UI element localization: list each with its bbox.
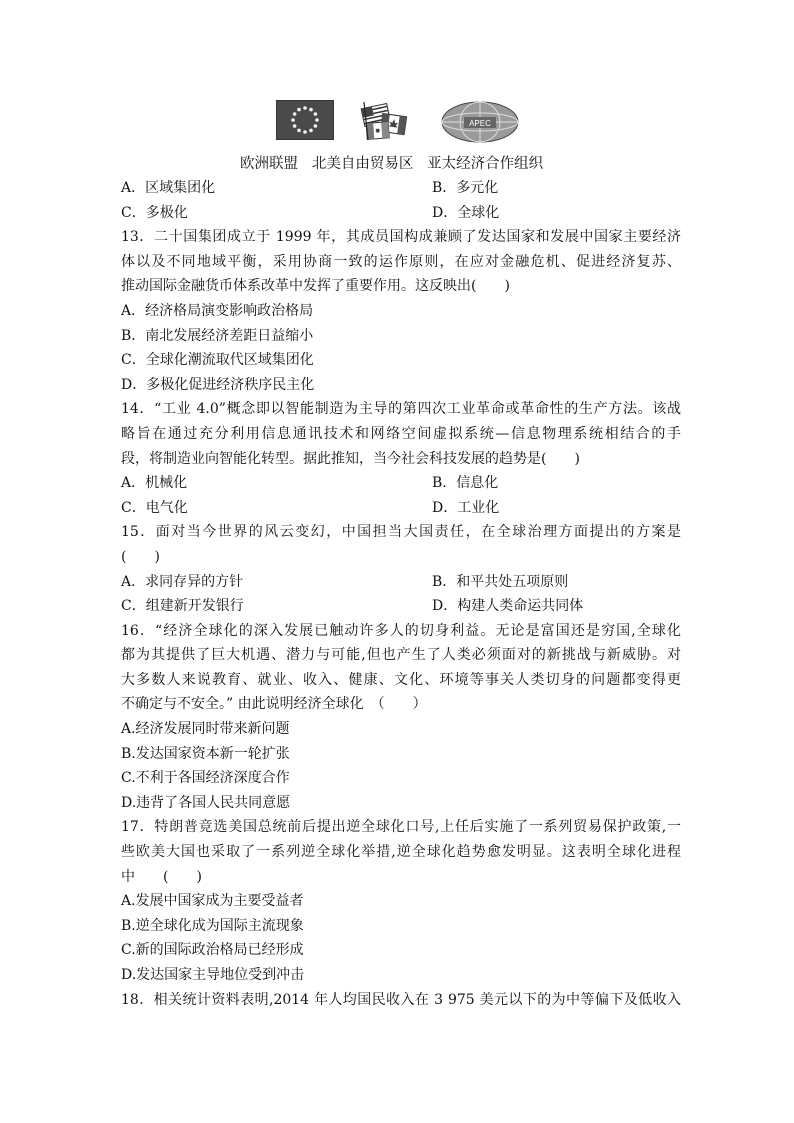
q17-option-d: D.发达国家主导地位受到冲击: [121, 967, 305, 983]
eu-star-icon: [293, 124, 297, 128]
q12-option-c: C．多极化: [121, 204, 188, 221]
q16-option-b: B.发达国家资本新一轮扩张: [121, 745, 290, 762]
q14-option-c: C．电气化: [121, 499, 188, 516]
q15-option-b: B．和平共处五项原则: [432, 573, 569, 590]
eu-star-icon: [297, 129, 301, 133]
q12-option-a: A．区域集团化: [121, 180, 216, 196]
q16-stem-line-1: 16．“经济全球化的深入发展已触动许多人的切身利益。无论是富国还是穷国,全球化: [121, 622, 681, 639]
q16-stem-line-3: 大多数人来说教育、就业、收入、健康、文化、环境等事关人类切身的问题都变得更: [121, 671, 681, 688]
q17-option-b: B.逆全球化成为国际主流现象: [121, 917, 304, 934]
q17-option-c: C.新的国际政治格局已经形成: [121, 942, 304, 959]
eu-star-icon: [314, 124, 318, 128]
q17-stem-line-2: 些欧美大国也采取了一系列逆全球化举措,逆全球化趋势愈发明显。这表明全球化进程: [121, 844, 681, 861]
q14-stem-line-1: 14．“工业 4.0”概念即以智能制造为主导的第四次工业革命或革命性的生产方法。该战: [121, 401, 681, 418]
q18-stem-line-1: 18．相关统计资料表明,2014 年人均国民收入在 3 975 美元以下的为中等偏下及低收入: [121, 991, 681, 1008]
apec-label: APEC: [469, 119, 491, 128]
q16-stem-line-4: 不确定与不安全。” 由此说明经济全球化 （ ）: [121, 696, 427, 713]
q13-option-a: A．经济格局演变影响政治格局: [121, 302, 314, 319]
q16-option-d: D.违背了各国人民共同意愿: [121, 794, 291, 811]
q14-option-a: A．机械化: [121, 475, 188, 492]
eu-star-icon: [303, 130, 307, 134]
question-list: [121, 176, 681, 1012]
q13-stem-line-3: 推动国际金融货币体系改革中发挥了重要作用。这反映出( ): [121, 278, 510, 295]
q13-option-d: D．多极化促进经济秩序民主化: [121, 376, 315, 393]
nafta-flags-icon: [360, 98, 412, 142]
q16-option-a: A.经济发展同时带来新问题: [121, 721, 290, 738]
q15-options-row-2: [121, 594, 681, 619]
logo-caption: 欧洲联盟 北美自由贸易区 亚太经济合作组织: [240, 156, 544, 172]
apec-globe-icon: [440, 100, 520, 144]
q13-option-b: B．南北发展经济差距日益缩小: [121, 327, 314, 344]
q14-options-row-2: [121, 496, 681, 521]
q15-option-a: A．求同存异的方针: [121, 573, 244, 590]
eu-star-icon: [291, 118, 295, 122]
q14-option-d: D．工业化: [432, 499, 500, 516]
q13-stem-line-1: 13．二十国集团成立于 1999 年，其成员国构成兼顾了发达国家和发展中国家主要经济: [121, 229, 681, 246]
q15-options-row-1: [121, 570, 681, 595]
eu-star-icon: [297, 108, 301, 112]
q17-option-a: A.发展中国家成为主要受益者: [121, 893, 304, 910]
q12-option-b: B．多元化: [432, 180, 499, 196]
eu-star-icon: [309, 108, 313, 112]
q14-options-row-1: [121, 471, 681, 496]
eu-star-icon: [293, 112, 297, 116]
q12-options-row-1: [121, 176, 681, 201]
q15-option-d: D．构建人类命运共同体: [432, 598, 584, 615]
q13-option-c: C．全球化潮流取代区域集团化: [121, 352, 314, 369]
q17-stem-line-3: 中 ( ): [121, 868, 202, 885]
q12-option-d: D．全球化: [432, 204, 500, 221]
logo-strip: [0, 100, 794, 146]
q17-stem-line-1: 17．特朗普竞选美国总统前后提出逆全球化口号,上任后实施了一系列贸易保护政策,一: [121, 819, 681, 836]
q14-option-b: B．信息化: [432, 475, 499, 492]
q13-stem-line-2: 体以及不同地域平衡，采用协商一致的运作原则，在应对金融危机、促进经济复苏、: [121, 253, 681, 270]
eu-flag-icon: [276, 100, 334, 140]
q15-option-c: C．组建新开发银行: [121, 598, 244, 615]
q14-stem-line-2: 略旨在通过充分利用信息通讯技术和网络空间虚拟系统—信息物理系统相结合的手: [121, 425, 681, 442]
q15-stem-line-2: ( ): [121, 548, 160, 565]
q15-stem-line-1: 15．面对当今世界的风云变幻，中国担当大国责任，在全球治理方面提出的方案是: [121, 524, 681, 541]
q12-options-row-2: [121, 201, 681, 226]
eu-star-icon: [303, 106, 307, 110]
q14-stem-line-3: 段，将制造业向智能化转型。据此推知，当今社会科技发展的趋势是( ): [121, 450, 580, 467]
q16-stem-line-2: 都为其提供了巨大机遇、潜力与可能,但也产生了人类必须面对的新挑战与新威胁。对: [121, 647, 681, 664]
q16-option-c: C.不利于各国经济深度合作: [121, 770, 290, 787]
eu-star-icon: [315, 118, 319, 122]
eu-star-icon: [309, 129, 313, 133]
eu-star-icon: [314, 112, 318, 116]
